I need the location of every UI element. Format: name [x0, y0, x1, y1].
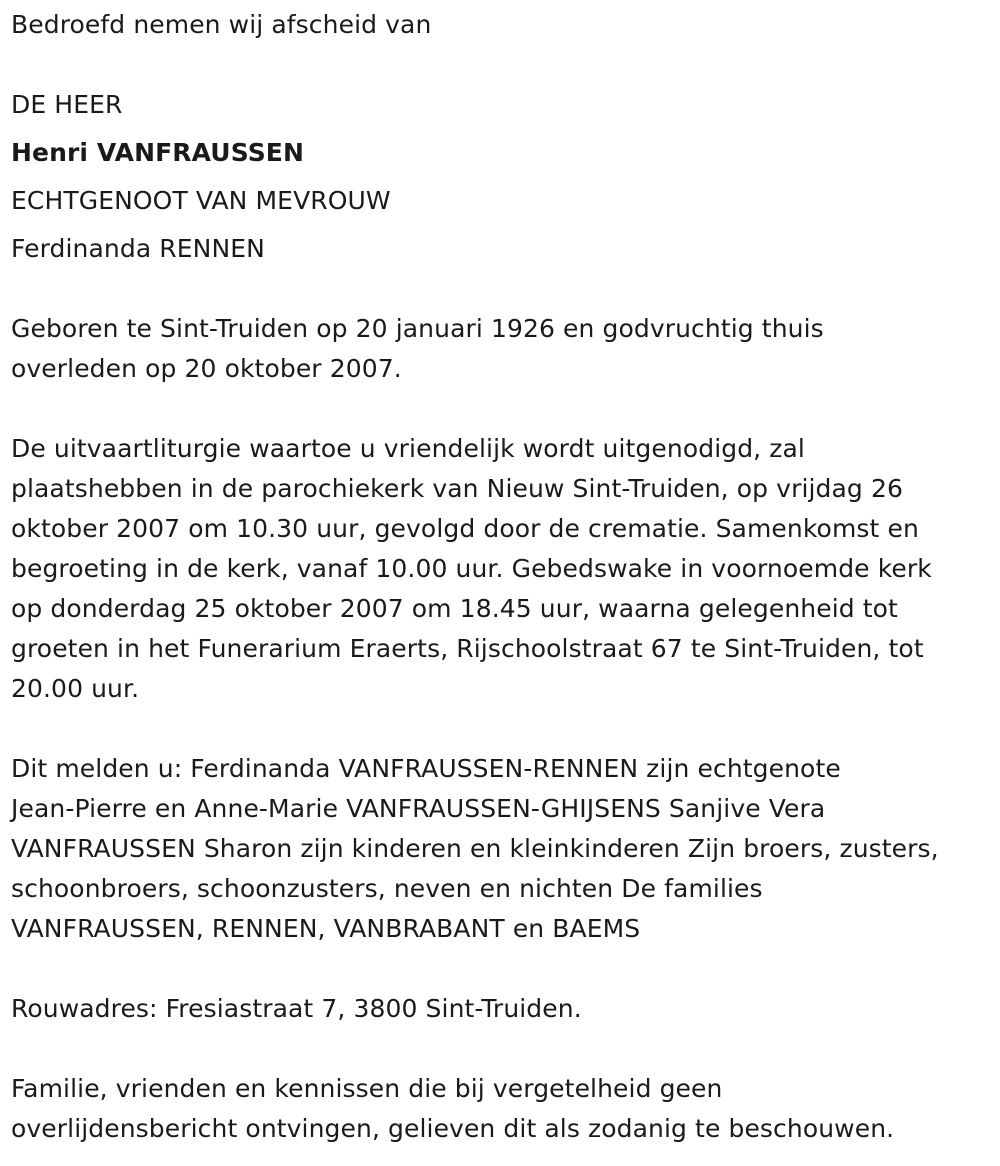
paragraph-line: overleden op 20 oktober 2007. [11, 354, 402, 383]
paragraph-line: overlijdensbericht ontvingen, gelieven dit als zodanig te beschouwen. [11, 1114, 895, 1143]
family-paragraph [11, 749, 996, 949]
birth-death-paragraph [11, 309, 996, 389]
paragraph-line: schoonbroers, schoonzusters, neven en nichten De families [11, 874, 763, 903]
paragraph-line: Geboren te Sint-Truiden op 20 januari 1926 en godvruchtig thuis [11, 314, 824, 343]
paragraph-line: Jean-Pierre en Anne-Marie VANFRAUSSEN-GHIJSENS Sanjive Vera [11, 794, 826, 823]
spouse-label: ECHTGENOOT VAN MEVROUW [11, 186, 391, 215]
paragraph-line: groeten in het Funerarium Eraerts, Rijschoolstraat 67 te Sint-Truiden, tot [11, 634, 924, 663]
paragraph-line: begroeting in de kerk, vanaf 10.00 uur. Gebedswake in voornoemde kerk [11, 554, 932, 583]
deceased-name: Henri VANFRAUSSEN [11, 138, 304, 167]
paragraph-line: op donderdag 25 oktober 2007 om 18.45 uur, waarna gelegenheid tot [11, 594, 898, 623]
paragraph-line: Dit melden u: Ferdinanda VANFRAUSSEN-RENNEN zijn echtgenote [11, 754, 841, 783]
paragraph-line: De uitvaartliturgie waartoe u vriendelijk wordt uitgenodigd, zal [11, 434, 805, 463]
paragraph-line: Familie, vrienden en kennissen die bij vergetelheid geen [11, 1074, 723, 1103]
paragraph-line: 20.00 uur. [11, 674, 140, 703]
paragraph-line: plaatshebben in de parochiekerk van Nieuw Sint-Truiden, op vrijdag 26 [11, 474, 903, 503]
paragraph-line: VANFRAUSSEN, RENNEN, VANBRABANT en BAEMS [11, 914, 641, 943]
funeral-paragraph [11, 429, 996, 709]
closing-paragraph [11, 1069, 996, 1149]
paragraph-line: VANFRAUSSEN Sharon zijn kinderen en kleinkinderen Zijn broers, zusters, [11, 834, 939, 863]
honorific: DE HEER [11, 90, 123, 119]
intro-text: Bedroefd nemen wij afscheid van [11, 10, 432, 39]
spouse-name: Ferdinanda RENNEN [11, 234, 265, 263]
paragraph-line: oktober 2007 om 10.30 uur, gevolgd door de crematie. Samenkomst en [11, 514, 919, 543]
mourning-address: Rouwadres: Fresiastraat 7, 3800 Sint-Truiden. [11, 994, 582, 1023]
